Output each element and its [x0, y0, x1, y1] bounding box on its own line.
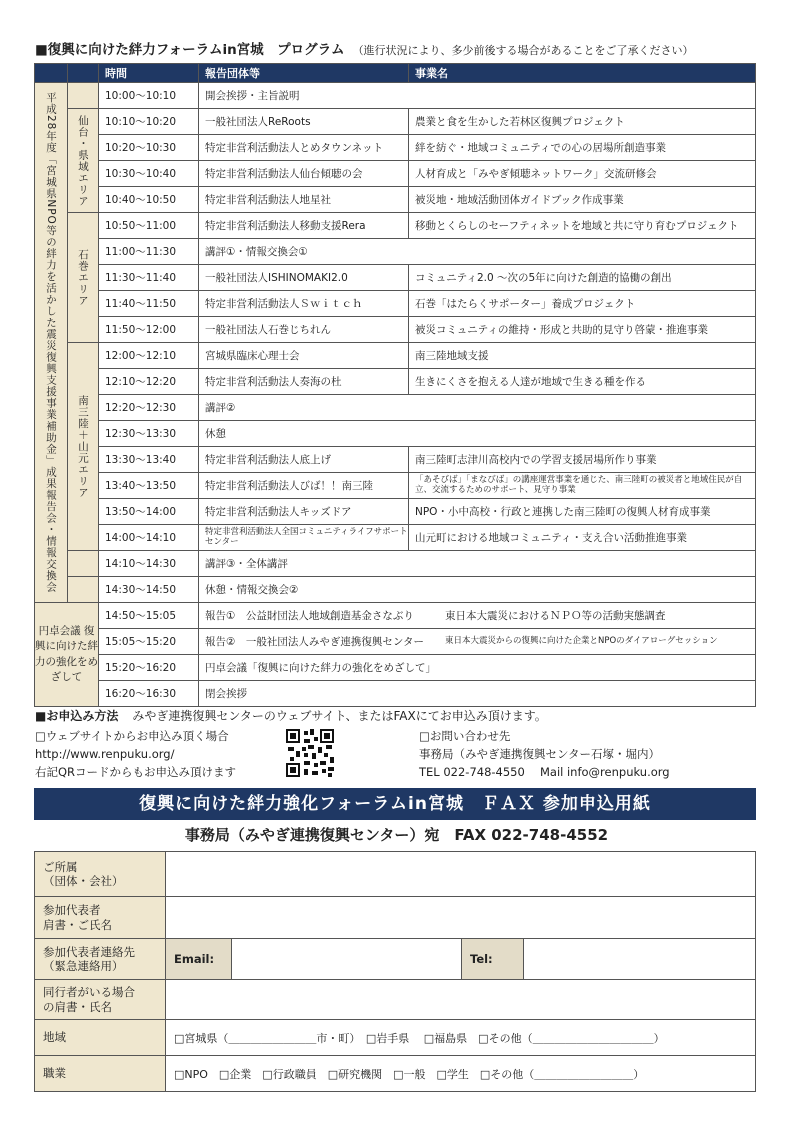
companion-label: 同行者がいる場合 の肩書・氏名 — [35, 980, 166, 1020]
org-cell: 休憩 — [199, 421, 756, 447]
time-cell: 14:50〜15:05 — [99, 603, 199, 629]
area-label-minamisanriku: 南三陸＋山元エリア — [68, 343, 99, 551]
time-cell: 10:30〜10:40 — [99, 161, 199, 187]
project-cell: 人材育成と「みやぎ傾聴ネットワーク」交流研修会 — [409, 161, 756, 187]
form-row — [35, 939, 756, 980]
affiliation-input[interactable] — [166, 852, 756, 897]
org-cell: 特定非営利活動法人奏海の杜 — [199, 369, 409, 395]
org-cell: 宮城県臨床心理士会 — [199, 343, 409, 369]
contact-block — [419, 727, 670, 781]
table-row — [35, 629, 756, 655]
org-cell: 特定非営利活動法人Ｓｗｉｔｃｈ — [199, 291, 409, 317]
project-cell: コミュニティ2.0 〜次の5年に向けた創造的協働の創出 — [409, 265, 756, 291]
header-org: 報告団体等 — [199, 64, 409, 83]
job-options[interactable]: □NPO □企業 □行政職員 □研究機関 □一般 □学生 □その他（＿＿＿＿＿＿＿＿＿） — [166, 1056, 756, 1092]
table-row — [35, 551, 756, 577]
table-row — [35, 473, 756, 499]
project-cell: 石巻「はたらくサポーター」養成プロジェクト — [409, 291, 756, 317]
companion-input[interactable] — [166, 980, 756, 1020]
tel-input[interactable] — [524, 939, 756, 980]
table-row — [35, 187, 756, 213]
time-cell: 16:20〜16:30 — [99, 681, 199, 707]
table-row — [35, 239, 756, 265]
tel-label: Tel: — [462, 939, 524, 980]
table-row — [35, 161, 756, 187]
form-row — [35, 852, 756, 897]
area-label-ishinomaki: 石巻エリア — [68, 213, 99, 343]
contact-tel-mail: TEL 022-748-4550 Mail info@renpuku.org — [419, 765, 670, 779]
time-cell: 10:50〜11:00 — [99, 213, 199, 239]
table-row — [35, 109, 756, 135]
table-row — [35, 395, 756, 421]
project-cell: 南三陸地域支援 — [409, 343, 756, 369]
affiliation-label: ご所属 （団体・会社） — [35, 852, 166, 897]
org-cell: 特定非営利活動法人移動支援Rera — [199, 213, 409, 239]
form-row — [35, 897, 756, 939]
table-row — [35, 291, 756, 317]
project-cell: 「あそびば」「まなびば」の講座運営事業を通じた、南三陸町の被災者と地域住民が自立、交流するためのサポート、見守り事業 — [409, 473, 756, 499]
time-cell: 10:20〜10:30 — [99, 135, 199, 161]
table-row — [35, 577, 756, 603]
time-cell: 12:30〜13:30 — [99, 421, 199, 447]
table-row — [35, 265, 756, 291]
time-cell: 12:10〜12:20 — [99, 369, 199, 395]
table-row — [35, 83, 756, 109]
org-cell: 一般社団法人石巻じちれん — [199, 317, 409, 343]
header-project: 事業名 — [409, 64, 756, 83]
table-row — [35, 525, 756, 551]
table-row — [35, 317, 756, 343]
table-row — [35, 343, 756, 369]
table-row — [35, 655, 756, 681]
form-row — [35, 1020, 756, 1056]
time-cell: 11:50〜12:00 — [99, 317, 199, 343]
program-title: ■復興に向けた絆力フォーラムin宮城 プログラム （進行状況により、多少前後する場合があることをご了承ください） — [35, 42, 694, 58]
time-cell: 15:20〜16:20 — [99, 655, 199, 681]
qr-code-icon[interactable] — [286, 729, 334, 777]
project-cell: 被災コミュニティの維持・形成と共助的見守り啓蒙・推進事業 — [409, 317, 756, 343]
org-cell: 講評② — [199, 395, 756, 421]
time-cell: 10:00〜10:10 — [99, 83, 199, 109]
web-apply-title: □ウェブサイトからお申込み頂く場合 — [35, 729, 229, 743]
table-row — [35, 369, 756, 395]
email-input[interactable] — [232, 939, 462, 980]
org-cell: 開会挨拶・主旨説明 — [199, 83, 756, 109]
table-row — [35, 499, 756, 525]
round-table-label: 円卓会議 復興に向けた絆力の強化をめざして — [35, 603, 99, 707]
org-cell: 講評③・全体講評 — [199, 551, 756, 577]
org-cell: 一般社団法人ReRoots — [199, 109, 409, 135]
org-cell: 特定非営利活動法人地星社 — [199, 187, 409, 213]
project-cell: 生きにくさを抱える人達が地域で生きる種を作る — [409, 369, 756, 395]
project-cell: NPO・小中高校・行政と連携した南三陸町の復興人材育成事業 — [409, 499, 756, 525]
table-row — [35, 681, 756, 707]
org-cell: 特定非営利活動法人底上げ — [199, 447, 409, 473]
time-cell: 12:00〜12:10 — [99, 343, 199, 369]
rep-contact-label: 参加代表者連絡先 （緊急連絡用） — [35, 939, 166, 980]
time-cell: 14:30〜14:50 — [99, 577, 199, 603]
time-cell: 11:00〜11:30 — [99, 239, 199, 265]
table-row — [35, 421, 756, 447]
area-label-sendai: 仙台・県域エリア — [68, 109, 99, 213]
org-cell: 一般社団法人ISHINOMAKI2.0 — [199, 265, 409, 291]
org-cell: 休憩・情報交換会② — [199, 577, 756, 603]
program-header-row — [35, 64, 756, 83]
region-options[interactable]: □宮城県（＿＿＿＿＿＿＿＿市・町） □岩手県 □福島県 □その他（＿＿＿＿＿＿＿＿＿＿＿） — [166, 1020, 756, 1056]
website-link[interactable]: http://www.renpuku.org/ — [35, 747, 175, 761]
apply-desc: みやぎ連携復興センターのウェブサイト、またはFAXにてお申込み頂けます。 — [132, 709, 547, 723]
form-row — [35, 1056, 756, 1092]
time-cell: 14:10〜14:30 — [99, 551, 199, 577]
org-cell: 特定非営利活動法人とめタウンネット — [199, 135, 409, 161]
table-row — [35, 603, 756, 629]
table-row — [35, 447, 756, 473]
side-label: 平成28年度「宮城県NPO等の絆力を活かした震災復興支援事業補助金」成果報告会・情報交換会 — [35, 83, 68, 603]
org-cell: 閉会挨拶 — [199, 681, 756, 707]
org-cell: 特定非営利活動法人びば！！南三陸 — [199, 473, 409, 499]
time-cell: 13:50〜14:00 — [99, 499, 199, 525]
project-cell: 南三陸町志津川高校内での学習支援居場所作り事業 — [409, 447, 756, 473]
report-cell: 報告① 公益財団法人地域創造基金さなぶり 東日本大震災におけるＮＰＯ等の活動実態調査 — [199, 603, 756, 629]
time-cell: 13:40〜13:50 — [99, 473, 199, 499]
application-form — [34, 851, 756, 1092]
program-note: （進行状況により、多少前後する場合があることをご了承ください） — [352, 44, 694, 57]
time-cell: 11:40〜11:50 — [99, 291, 199, 317]
org-cell: 特定非営利活動法人キッズドア — [199, 499, 409, 525]
time-cell: 10:10〜10:20 — [99, 109, 199, 135]
project-cell: 農業と食を生かした若林区復興プロジェクト — [409, 109, 756, 135]
org-cell: 特定非営利活動法人仙台傾聴の会 — [199, 161, 409, 187]
region-label: 地域 — [35, 1020, 166, 1056]
table-row — [35, 213, 756, 239]
contact-office: 事務局（みやぎ連携復興センター石塚・堀内） — [419, 747, 661, 761]
org-cell: 講評①・情報交換会① — [199, 239, 756, 265]
rep-name-input[interactable] — [166, 897, 756, 939]
time-cell: 13:30〜13:40 — [99, 447, 199, 473]
fax-form-subtitle: 事務局（みやぎ連携復興センター）宛 FAX 022-748-4552 — [184, 826, 609, 844]
form-row — [35, 980, 756, 1020]
report-cell: 報告② 一般社団法人みやぎ連携復興センター 東日本大震災からの復興に向けた企業とNPOのダイアローグセッション — [199, 629, 756, 655]
program-table — [34, 63, 756, 707]
header-time: 時間 — [99, 64, 199, 83]
org-cell: 特定非営利活動法人全国コミュニティライフサポートセンター — [199, 525, 409, 551]
time-cell: 14:00〜14:10 — [99, 525, 199, 551]
email-label: Email: — [166, 939, 232, 980]
time-cell: 12:20〜12:30 — [99, 395, 199, 421]
project-cell: 絆を紡ぐ・地域コミュニティでの心の居場所創造事業 — [409, 135, 756, 161]
project-cell: 移動とくらしのセーフティネットを地域と共に守り育むプロジェクト — [409, 213, 756, 239]
apply-heading: ■お申込み方法 みやぎ連携復興センターのウェブサイト、またはFAXにてお申込み頂けます。 — [35, 709, 547, 723]
table-row — [35, 135, 756, 161]
time-cell: 10:40〜10:50 — [99, 187, 199, 213]
qr-note: 右記QRコードからもお申込み頂けます — [35, 765, 237, 779]
project-cell: 山元町における地域コミュニティ・支え合い活動推進事業 — [409, 525, 756, 551]
org-cell: 円卓会議「復興に向けた絆力の強化をめざして」 — [199, 655, 756, 681]
rep-name-label: 参加代表者 肩書・ご氏名 — [35, 897, 166, 939]
project-cell: 被災地・地域活動団体ガイドブック作成事業 — [409, 187, 756, 213]
time-cell: 11:30〜11:40 — [99, 265, 199, 291]
fax-form-title: 復興に向けた絆力強化フォーラムin宮城 ＦＡＸ 参加申込用紙 — [34, 788, 756, 820]
web-apply-block — [35, 727, 236, 781]
job-label: 職業 — [35, 1056, 166, 1092]
time-cell: 15:05〜15:20 — [99, 629, 199, 655]
contact-title: □お問い合わせ先 — [419, 729, 511, 743]
